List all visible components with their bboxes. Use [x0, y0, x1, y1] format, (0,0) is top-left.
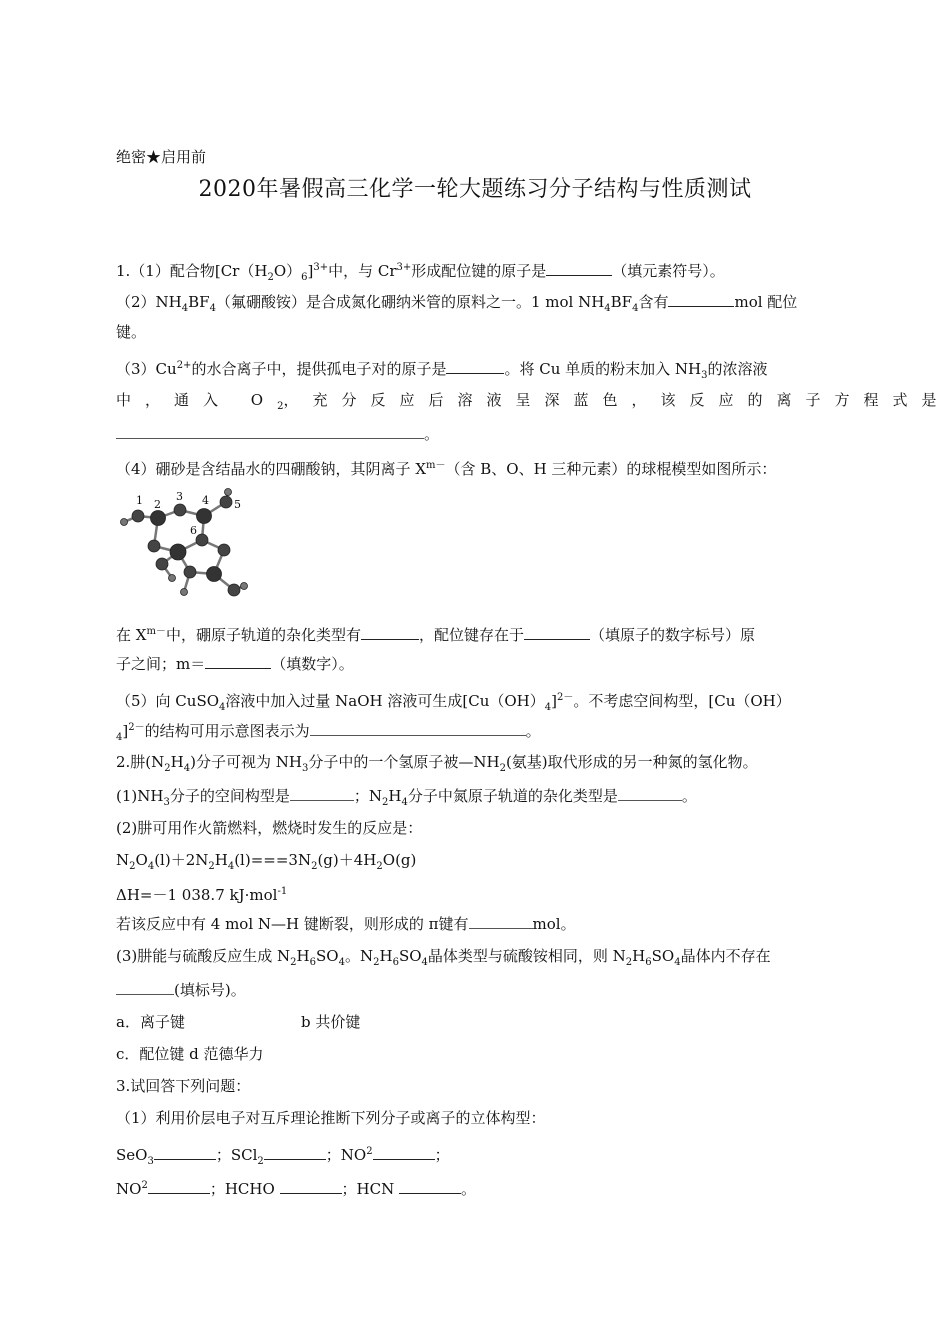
q2-line-9: a．离子键 b 共价键: [116, 1013, 361, 1031]
q3-line-2: （1）利用价层电子对互斥理论推断下列分子或离子的立体构型：: [116, 1109, 546, 1127]
q1-line-8: 在 $X^{m-}$中，硼原子轨道的杂化类型有 ，配位键存在于 （填原子的数字标号）原: [116, 626, 755, 644]
answer-blank[interactable]: [668, 292, 734, 307]
q3-line-3: SeO$_3$ ；SCl$_2$ ；$NO^2$ ；: [116, 1146, 450, 1167]
secret-header: 绝密★启用前: [116, 148, 207, 166]
q2-line-5: ΔH=－1 038.7 kJ·mol$^{-1}$: [116, 886, 288, 904]
answer-blank[interactable]: [148, 1179, 210, 1194]
q2-line-8: (填标号)。: [116, 980, 246, 1000]
answer-blank[interactable]: [205, 654, 271, 669]
page-title: 2020年暑假高三化学一轮大题练习分子结构与性质测试: [198, 177, 752, 202]
q1-line-1: 1.（1）配合物$[Cr(H_2O)_6]^{3+}$中，与 $Cr^{3+}$形成配位键的原子是 （填元素符号）。: [116, 262, 725, 283]
q2-line-10: c．配位键 d 范德华力: [116, 1045, 264, 1063]
answer-blank[interactable]: [618, 786, 682, 801]
figure-label: 4: [202, 494, 209, 507]
answer-blank[interactable]: [373, 1145, 435, 1160]
q1-line-6: 。: [116, 424, 439, 444]
figure-label: 2: [154, 498, 161, 511]
figure-label: 1: [136, 494, 143, 507]
borate-ball-stick-model: [116, 482, 254, 606]
q1-line-11: $_4$]$^{2-}$的结构可用示意图表示为 。: [116, 722, 541, 743]
figure-label: 5: [234, 498, 241, 511]
answer-blank[interactable]: [116, 424, 424, 439]
q2-line-3: (2)肼可用作火箭燃料，燃烧时发生的反应是：: [116, 819, 423, 837]
answer-blank[interactable]: [280, 1179, 342, 1194]
answer-blank[interactable]: [154, 1145, 216, 1160]
q2-line-4: $N_2O_4(l)+2N_2H_4(l)===3N_2(g)+4H_2O(g)$: [116, 851, 417, 872]
answer-blank[interactable]: [264, 1145, 326, 1160]
answer-blank[interactable]: [290, 786, 354, 801]
answer-blank[interactable]: [116, 980, 174, 995]
q3-line-4: $NO^2$ ；HCHO ；HCN 。: [116, 1180, 476, 1198]
answer-blank[interactable]: [310, 721, 526, 736]
answer-blank[interactable]: [546, 261, 612, 276]
answer-blank[interactable]: [446, 359, 504, 374]
q1-line-4: $(3)Cu^{2+}$的水合离子中，提供孤电子对的原子是 。将 Cu 单质的粉末加入 $NH_3$的浓溶液: [116, 360, 768, 381]
q2-line-1: 2.肼$(N_2H_4)$分子可视为 $NH_3$分子中的一个氢原子被$—NH_2$(氨基)取代形成的另一种氮的氢化物。: [116, 753, 758, 774]
answer-blank[interactable]: [399, 1179, 461, 1194]
q2-line-2: $(1)NH_3$分子的空间构型是 ；$N_2H_4$分子中氮原子轨道的杂化类型是 。: [116, 787, 697, 808]
q1-line-9: 子之间；m＝ （填数字）。: [116, 655, 354, 673]
figure-label: 6: [190, 524, 197, 537]
q2-line-6: 若该反应中有 4 mol N—H 键断裂，则形成的 π键有 mol。: [116, 915, 576, 933]
q1-line-7: （4）硼砂是含结晶水的四硼酸钠，其阴离子 $X^{m-}$（含 B、O、H 三种元素）的球棍模型如图所示：: [116, 460, 777, 478]
q2-line-7: (3)肼能与硫酸反应生成 $N_2H_6SO_4$。$N_2H_6SO_4$晶体类型与硫酸铵相同，则 $N_2H_6SO_4$晶体内不存在: [116, 947, 771, 968]
figure-label: 3: [176, 490, 183, 503]
answer-blank[interactable]: [361, 625, 419, 640]
q1-line-10: （5）向 CuSO$_4$溶液中加入过量 NaOH 溶液可生成$[Cu(OH)_4]^{2-}$。不考虑空间构型，[Cu（OH）: [116, 692, 791, 713]
answer-blank[interactable]: [524, 625, 590, 640]
answer-blank[interactable]: [469, 914, 533, 929]
q1-line-3: 键。: [116, 323, 147, 341]
q1-line-2: $(2)NH_4BF_4$（氟硼酸铵）是合成氮化硼纳米管的原料之一。1 mol $NH_4BF_4$含有 mol 配位: [116, 293, 798, 314]
q3-line-1: 3.试回答下列问题：: [116, 1077, 251, 1095]
q1-line-5: 中，通入 $O_2$，充分反应后溶液呈深蓝色，该反应的离子方程式是: [116, 391, 950, 412]
